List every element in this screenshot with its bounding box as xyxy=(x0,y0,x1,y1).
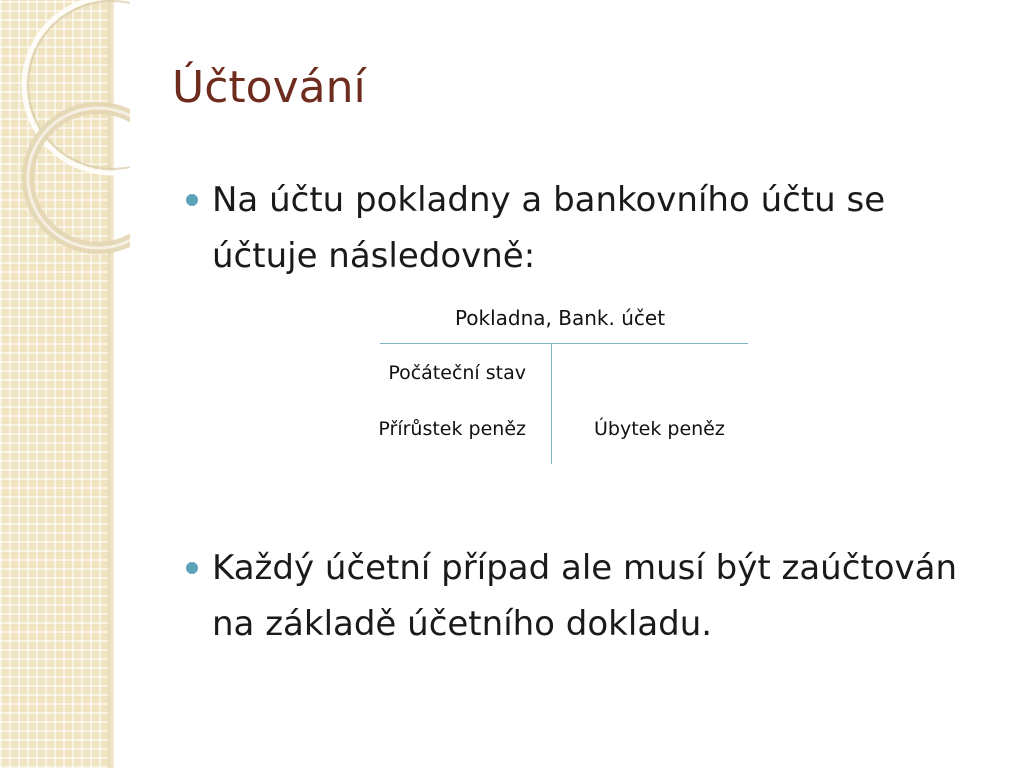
bullet-item xyxy=(188,172,968,284)
t-account-title: Pokladna, Bank. účet xyxy=(454,306,666,330)
bullet-item xyxy=(188,540,968,652)
slide-title: Účtování xyxy=(172,62,366,113)
t-account-table xyxy=(340,300,750,470)
bullet-icon xyxy=(186,562,198,574)
t-account-horizontal-rule xyxy=(380,343,748,344)
t-account-credit-entry: Úbytek peněz xyxy=(594,418,725,440)
t-account-debit-entry: Počáteční stav xyxy=(388,362,526,384)
bullet-text: Každý účetní případ ale musí být zaúčtován na základě účetního dokladu. xyxy=(212,548,958,644)
bullet-icon xyxy=(186,194,198,206)
t-account-vertical-rule xyxy=(551,344,552,464)
t-account-debit-entry: Přírůstek peněz xyxy=(378,418,526,440)
bullet-text: Na účtu pokladny a bankovního účtu se účtuje následovně: xyxy=(212,180,886,276)
decorative-rings xyxy=(0,0,130,260)
